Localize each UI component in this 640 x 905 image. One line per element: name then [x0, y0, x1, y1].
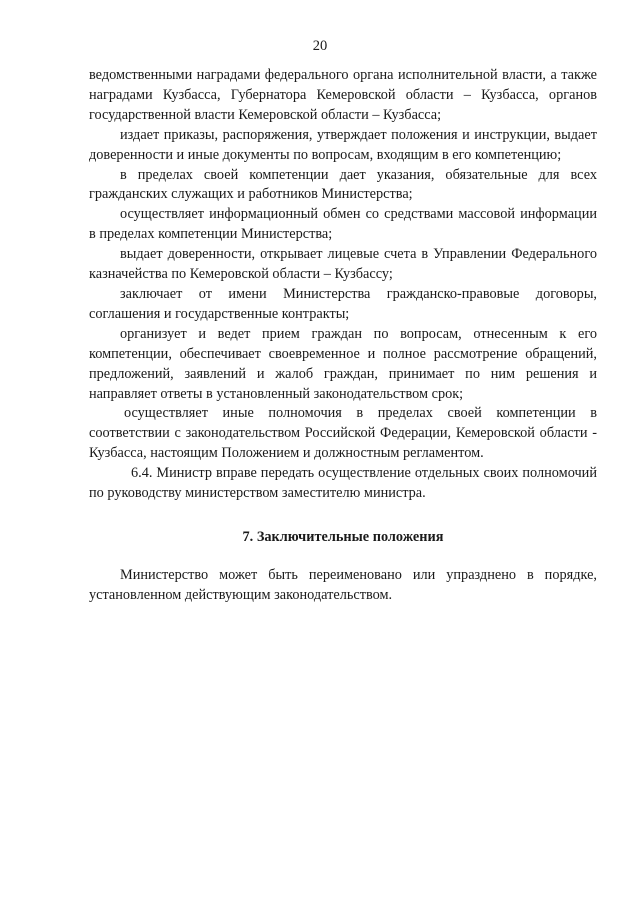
paragraph-other-powers: осуществляет иные полномочия в пределах своей компетенции в соответствии с законодательством Российской Федерации, Кемеровской области - Кузбасса, настоящим Положением и должностным регламентом.: [89, 405, 597, 462]
paragraph-citizen-reception: организует и ведет прием граждан по вопросам, отнесенным к его компетенции, обеспечивает своевременное и полное рассмотрение обращений, предложений, заявлений и жалоб граждан, принимает по ним решения и направляет ответы в установленный законодательством срок;: [89, 325, 597, 402]
paragraph-awards: ведомственными наградами федерального органа исполнительной власти, а также наградами Кузбасса, Губернатора Кемеровской области – Кузбасса, органов государственной власти Кемеровской области – Кузбасса;: [89, 67, 597, 123]
paragraph-final-provisions: Министерство может быть переименовано или упразднено в порядке, установленном действующим законодательством.: [89, 566, 597, 603]
page-number: 20: [312, 38, 328, 54]
paragraph-6-4-delegation: 6.4. Министр вправе передать осуществление отдельных своих полномочий по руководству министерством заместителю министра.: [89, 465, 597, 502]
section-heading-final-provisions: 7. Заключительные положения: [242, 528, 444, 545]
paragraph-contracts: заключает от имени Министерства гражданско-правовые договоры, соглашения и государственные контракты;: [89, 285, 597, 322]
paragraph-media-exchange: осуществляет информационный обмен со средствами массовой информации в пределах компетенции Министерства;: [89, 206, 597, 243]
paragraph-orders: издает приказы, распоряжения, утверждает положения и инструкции, выдает доверенности и иные документы по вопросам, входящим в его компетенцию;: [89, 126, 597, 163]
document-body: [89, 66, 597, 606]
paragraph-instructions: в пределах своей компетенции дает указания, обязательные для всех гражданских служащих и работников Министерства;: [89, 166, 597, 203]
paragraph-treasury-accounts: выдает доверенности, открывает лицевые счета в Управлении Федерального казначейства по Кемеровской области – Кузбассу;: [89, 246, 597, 283]
